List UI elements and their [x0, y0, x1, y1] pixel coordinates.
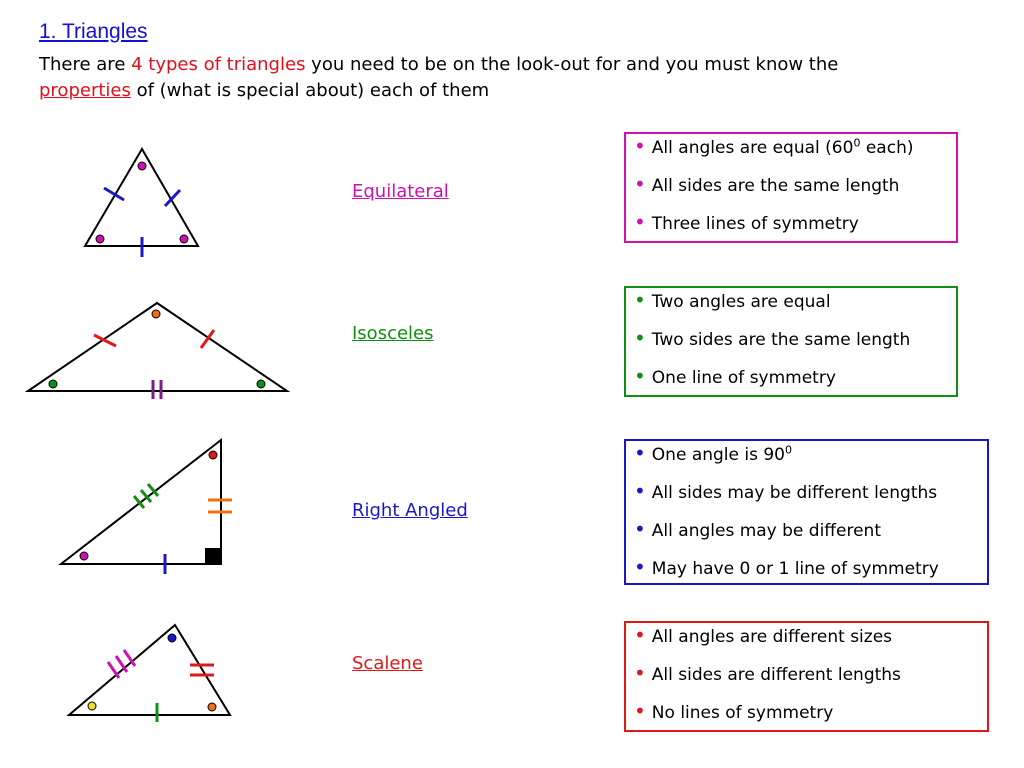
- property-text: All sides are different lengths: [651, 665, 901, 685]
- property-text: All angles are equal (60: [651, 138, 854, 158]
- bullet-icon: •: [634, 699, 646, 723]
- angle-dot: [180, 235, 188, 243]
- scalene-outline: [69, 625, 230, 715]
- property-item: [634, 661, 977, 685]
- bullet-icon: •: [634, 517, 646, 541]
- angle-dot: [138, 162, 146, 170]
- isosceles-label: Isosceles: [352, 323, 434, 344]
- right-angled-label: Right Angled: [352, 500, 468, 521]
- angle-dot: [152, 310, 160, 318]
- intro-part2: you need to be on the look-out for and you must know the: [305, 54, 839, 75]
- isosceles-properties-box: [624, 286, 958, 397]
- property-item: [634, 326, 946, 350]
- property-text: All sides may be different lengths: [651, 483, 938, 503]
- side-tick: [201, 330, 214, 348]
- property-text: All sides are the same length: [651, 176, 900, 196]
- right-angle-marker: [205, 548, 221, 564]
- property-item: [634, 555, 977, 579]
- right-angled-outline: [61, 440, 221, 564]
- angle-dot: [80, 552, 88, 560]
- property-text: No lines of symmetry: [651, 703, 834, 723]
- property-list: [634, 623, 977, 723]
- property-text: One angle is 90: [651, 445, 785, 465]
- property-item: [634, 479, 977, 503]
- angle-dot: [257, 380, 265, 388]
- property-list: [634, 441, 977, 579]
- angle-dot: [49, 380, 57, 388]
- bullet-icon: •: [634, 326, 646, 350]
- property-text: One line of symmetry: [651, 368, 836, 388]
- intro-part1: There are: [39, 54, 132, 75]
- angle-dot: [208, 703, 216, 711]
- scalene-label: Scalene: [352, 653, 423, 674]
- property-item: [634, 210, 946, 234]
- angle-dot: [209, 451, 217, 459]
- bullet-icon: •: [634, 479, 646, 503]
- bullet-icon: •: [634, 172, 646, 196]
- property-text: Two angles are equal: [651, 292, 831, 312]
- angle-dot: [88, 702, 96, 710]
- bullet-icon: •: [634, 210, 646, 234]
- bullet-icon: •: [634, 134, 646, 158]
- property-item: [634, 517, 977, 541]
- isosceles-triangle-diagram: [28, 303, 287, 399]
- bullet-icon: •: [634, 288, 646, 312]
- page-title: 1. Triangles: [39, 20, 148, 43]
- equilateral-triangle-diagram: [85, 149, 198, 257]
- intro-highlight: 4 types of triangles: [131, 54, 306, 75]
- property-text: Two sides are the same length: [651, 330, 911, 350]
- property-text: Three lines of symmetry: [651, 214, 859, 234]
- right-angled-triangle-diagram: [61, 440, 232, 574]
- property-item: [634, 623, 977, 647]
- bullet-icon: •: [634, 661, 646, 685]
- property-item: [634, 172, 946, 196]
- property-list: [634, 134, 946, 234]
- equilateral-properties-box: [624, 132, 958, 243]
- bullet-icon: •: [634, 623, 646, 647]
- bullet-icon: •: [634, 364, 646, 388]
- side-tick: [108, 662, 119, 678]
- property-item: [634, 364, 946, 388]
- property-item: [634, 699, 977, 723]
- property-text: All angles are different sizes: [651, 627, 893, 647]
- equilateral-label: Equilateral: [352, 181, 449, 202]
- property-item: [634, 441, 977, 465]
- property-superscript: 0: [785, 443, 792, 457]
- intro-properties: properties: [39, 80, 131, 101]
- property-text: All angles may be different: [651, 521, 881, 541]
- angle-dot: [96, 235, 104, 243]
- property-superscript: 0: [853, 136, 861, 150]
- property-item: [634, 134, 946, 158]
- bullet-icon: •: [634, 555, 646, 579]
- intro-part3: of (what is special about) each of them: [130, 80, 490, 101]
- property-text-after: each): [860, 138, 914, 158]
- scalene-triangle-diagram: [69, 625, 230, 722]
- bullet-icon: •: [634, 441, 646, 465]
- property-list: [634, 288, 946, 388]
- scalene-properties-box: [624, 621, 989, 732]
- property-item: [634, 288, 946, 312]
- angle-dot: [168, 634, 176, 642]
- right-angled-properties-box: [624, 439, 989, 585]
- property-text: May have 0 or 1 line of symmetry: [651, 559, 939, 579]
